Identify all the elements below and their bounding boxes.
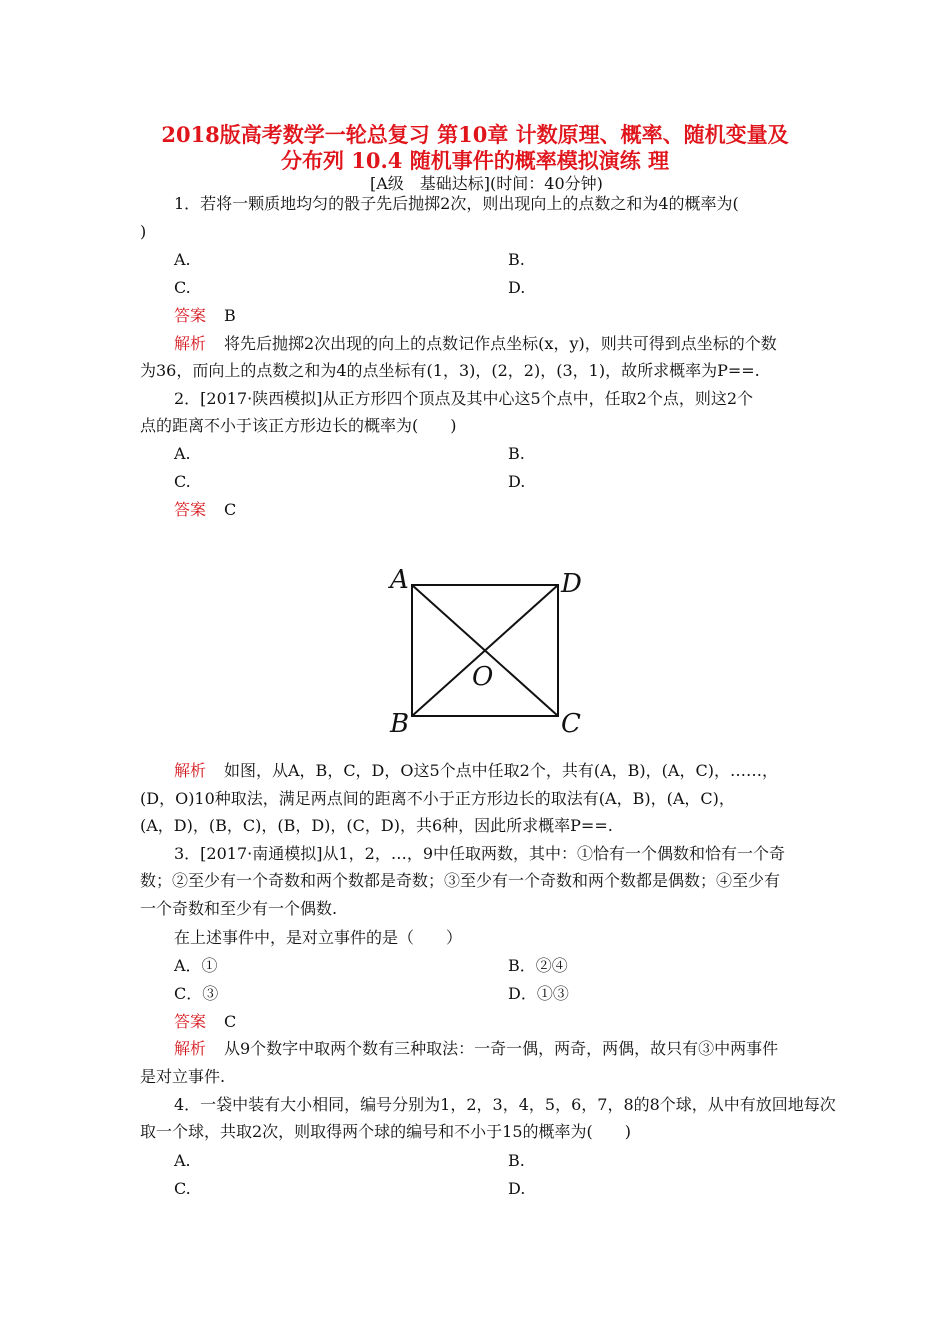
square-diagram bbox=[378, 552, 608, 750]
vertex-label-c: C bbox=[561, 709, 581, 739]
q3-stem-line2: 数；②至少有一个奇数和两个数都是奇数；③至少有一个奇数和两个数都是偶数；④至少有 bbox=[140, 871, 781, 890]
q1-option-d: D. bbox=[508, 278, 526, 297]
q3-answer-label: 答案 bbox=[174, 1012, 207, 1031]
q2-stem-line1: 2．[2017·陕西模拟]从正方形四个顶点及其中心这5个点中，任取2个点，则这2个 bbox=[174, 389, 754, 408]
q2-analysis-line1: 如图，从A，B，C，D，O这5个点中任取2个，共有(A，B)，(A，C)，……， bbox=[224, 761, 778, 780]
q2-option-c: C. bbox=[174, 472, 191, 491]
q2-option-d: D. bbox=[508, 472, 526, 491]
q2-analysis-line3: (A，D)，(B，C)，(B，D)，(C，D)，共6种，因此所求概率P==. bbox=[140, 816, 613, 835]
q2-option-b: B. bbox=[508, 444, 525, 463]
q3-stem-line3: 一个奇数和至少有一个偶数. bbox=[140, 899, 338, 918]
q2-analysis-line2: (D，O)10种取法，满足两点间的距离不小于正方形边长的取法有(A，B)，(A，C)， bbox=[140, 789, 735, 808]
q1-answer: B bbox=[224, 306, 236, 325]
document-title-line2: 分布列 10.4 随机事件的概率模拟演练 理 bbox=[280, 148, 670, 173]
q3-answer: C bbox=[224, 1012, 237, 1031]
q3-stem-line1: 3．[2017·南通模拟]从1，2，…，9中任取两数，其中：①恰有一个偶数和恰有一个奇 bbox=[174, 844, 786, 863]
q3-option-d: D．①③ bbox=[508, 984, 569, 1003]
center-label-o: O bbox=[472, 662, 494, 692]
q3-analysis-line1: 从9个数字中取两个数有三种取法：一奇一偶，两奇，两偶，故只有③中两事件 bbox=[224, 1039, 779, 1058]
q2-stem-line2: 点的距离不小于该正方形边长的概率为( ) bbox=[140, 416, 457, 435]
q1-option-a: A. bbox=[174, 250, 191, 269]
q3-option-c: C．③ bbox=[174, 984, 219, 1003]
q1-analysis-label: 解析 bbox=[174, 334, 207, 353]
section-subtitle: [A级 基础达标](时间：40分钟) bbox=[370, 174, 603, 193]
q3-option-b: B．②④ bbox=[508, 956, 568, 975]
q4-option-d: D. bbox=[508, 1179, 526, 1198]
vertex-label-a: A bbox=[390, 565, 409, 595]
q4-option-b: B. bbox=[508, 1151, 525, 1170]
q4-stem-line1: 4．一袋中装有大小相同，编号分别为1，2，3，4，5，6，7，8的8个球，从中有放回地每次 bbox=[174, 1095, 836, 1114]
q1-option-b: B. bbox=[508, 250, 525, 269]
q4-option-c: C. bbox=[174, 1179, 191, 1198]
document-title-line1: 2018版高考数学一轮总复习 第10章 计数原理、概率、随机变量及 bbox=[161, 122, 789, 147]
q1-option-c: C. bbox=[174, 278, 191, 297]
q4-option-a: A. bbox=[174, 1151, 191, 1170]
q2-answer-label: 答案 bbox=[174, 500, 207, 519]
q1-answer-label: 答案 bbox=[174, 306, 207, 325]
q1-stem-line1: 1．若将一颗质地均匀的骰子先后抛掷2次，则出现向上的点数之和为4的概率为( bbox=[174, 194, 739, 213]
q1-stem-line2: ) bbox=[140, 222, 147, 241]
q2-option-a: A. bbox=[174, 444, 191, 463]
vertex-label-b: B bbox=[390, 709, 410, 739]
q3-analysis-line2: 是对立事件. bbox=[140, 1067, 226, 1086]
vertex-label-d: D bbox=[561, 569, 582, 599]
q1-analysis-line1: 将先后抛掷2次出现的向上的点数记作点坐标(x，y)，则共可得到点坐标的个数 bbox=[224, 334, 777, 353]
q4-stem-line2: 取一个球，共取2次，则取得两个球的编号和不小于15的概率为( ) bbox=[140, 1122, 632, 1141]
q2-answer: C bbox=[224, 500, 237, 519]
q3-option-a: A．① bbox=[174, 956, 218, 975]
q2-analysis-label: 解析 bbox=[174, 761, 207, 780]
q3-analysis-label: 解析 bbox=[174, 1039, 207, 1058]
q1-analysis-line2: 为36，而向上的点数之和为4的点坐标有(1，3)，(2，2)，(3，1)，故所求概率为P==. bbox=[140, 361, 760, 380]
q3-stem-line4: 在上述事件中，是对立事件的是（ ） bbox=[174, 928, 463, 947]
